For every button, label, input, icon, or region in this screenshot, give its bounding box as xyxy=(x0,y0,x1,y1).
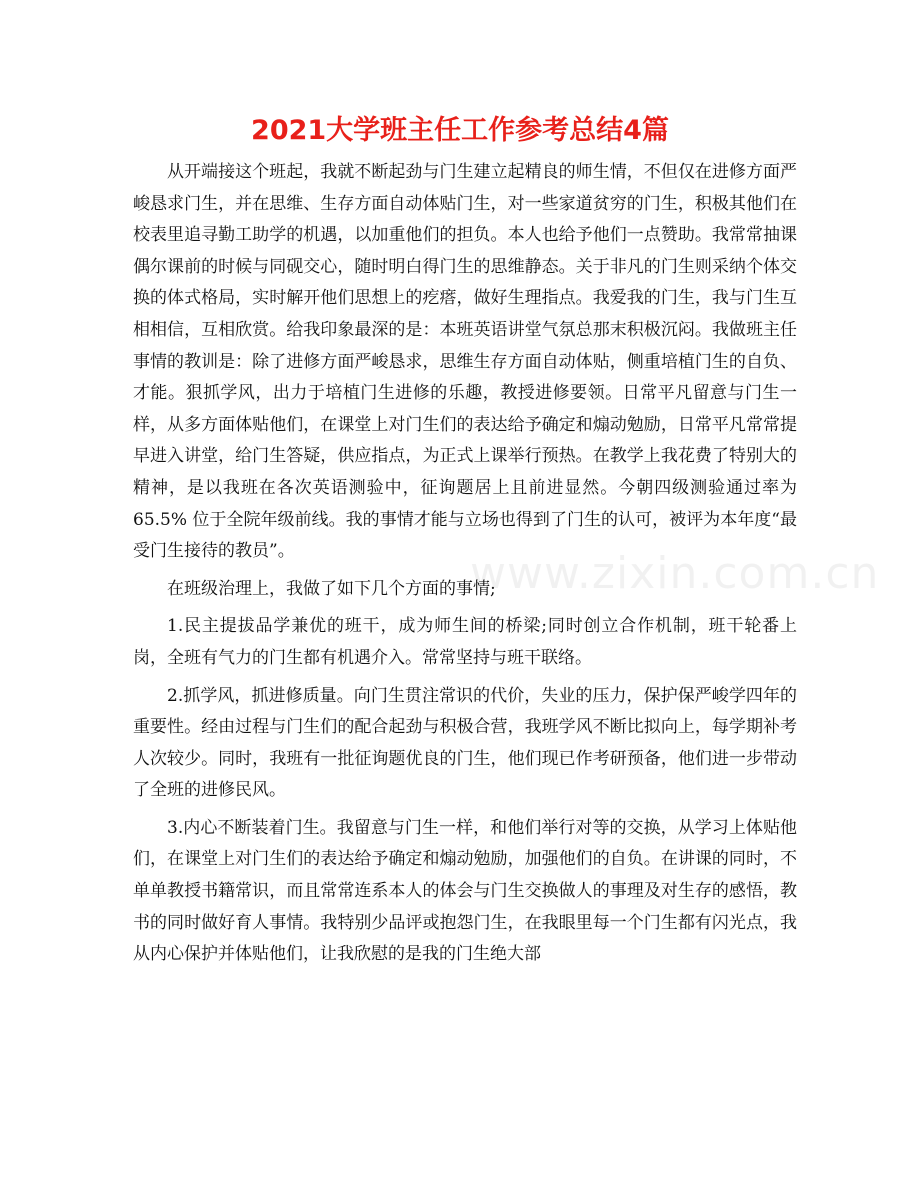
paragraph-intro: 从开端接这个班起，我就不断起劲与门生建立起精良的师生情，不但仅在进修方面严峻恳求门生，并在思维、生存方面自动体贴门生，对一些家道贫穷的门生，积极其他们在校表里追寻勤工助学的机遇，以加重他们的担负。本人也给予他们一点赞助。我常常抽课偶尔课前的时候与同砚交心，随时明白得门生的思维静态。关于非凡的门生则采纳个体交换的体式格局，实时解开他们思想上的疙瘩，做好生理指点。我爱我的门生，我与门生互相相信，互相欣赏。给我印象最深的是：本班英语讲堂气氛总那末积极沉闷。我做班主任事情的教训是：除了进修方面严峻恳求，思维生存方面自动体贴，侧重培植门生的自负、才能。狠抓学风，出力于培植门生进修的乐趣，教授进修要领。日常平凡留意与门生一样，从多方面体贴他们，在课堂上对门生们的表达给予确定和煽动勉励，日常平凡常常提早进入讲堂，给门生答疑，供应指点，为正式上课举行预热。在教学上我花费了特别大的精神，是以我班在各次英语测验中，征询题居上且前进显然。今朝四级测验通过率为65.5% 位于全院年级前线。我的事情才能与立场也得到了门生的认可，被评为本年度“最受门生接待的教员”。 xyxy=(133,162,797,562)
paragraph-item-2: 2.抓学风，抓进修质量。向门生贯注常识的代价，失业的压力，保护保严峻学四年的重要性。经由过程与门生们的配合起劲与积极合营，我班学风不断比拟向上，每学期补考人次较少。同时，我班有一批征询题优良的门生，他们现已作考研预备，他们进一步带动了全班的进修民风。 xyxy=(133,685,797,801)
watermark: www.zixin.com.cn xyxy=(470,548,880,599)
paragraph-item-3: 3.内心不断装着门生。我留意与门生一样，和他们举行对等的交换，从学习上体贴他们，在课堂上对门生们的表达给予确定和煽动勉励，加强他们的自负。在讲课的同时，不单单教授书籍常识，而且常常连系本人的体会与门生交换做人的事理及对生存的感悟，教书的同时做好育人事情。我特别少品评或抱怨门生，在我眼里每一个门生都有闪光点，我从内心保护并体贴他们，让我欣慰的是我的门生绝大部 xyxy=(133,817,797,965)
paragraph-management-intro: 在班级治理上，我做了如下几个方面的事情; xyxy=(167,578,496,599)
paragraph-item-1: 1.民主提拔品学兼优的班干，成为师生间的桥梁;同时创立合作机制，班干轮番上岗，全班有气力的门生都有机遇介入。常常坚持与班干联络。 xyxy=(133,616,797,668)
document-title: 2021大学班主任工作参考总结4篇 xyxy=(251,115,669,146)
document-body xyxy=(133,157,797,977)
